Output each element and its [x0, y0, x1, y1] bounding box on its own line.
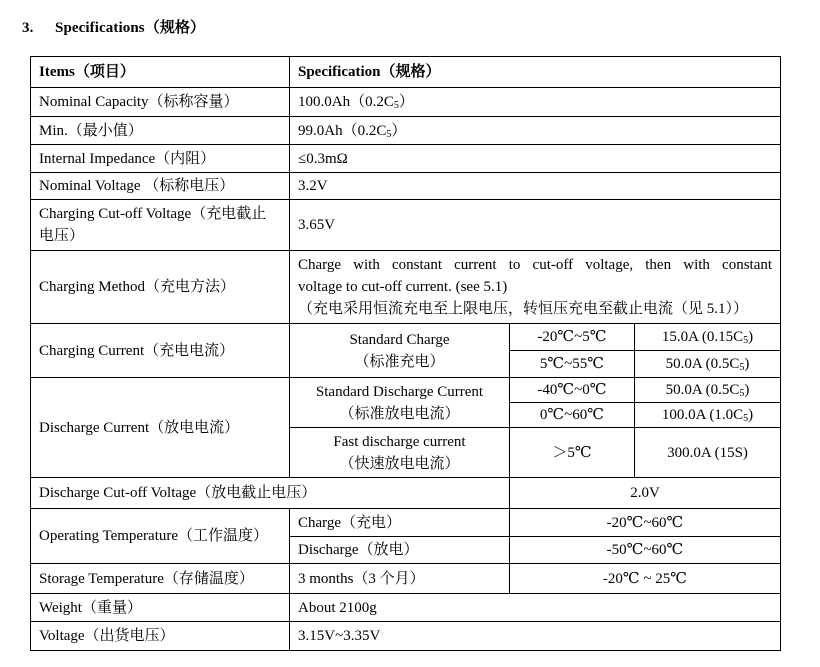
discharge-current-label: Discharge Current（放电电流） [31, 378, 290, 478]
standard-discharge-mode: Standard Discharge Current （标准放电电流） [290, 378, 510, 428]
operating-discharge-value: -50℃~60℃ [510, 537, 781, 564]
storage-temperature-label: Storage Temperature（存储温度） [31, 564, 290, 594]
internal-impedance-value: ≤0.3mΩ [290, 145, 781, 173]
nominal-voltage-value: 3.2V [290, 173, 781, 200]
charging-current-label: Charging Current（充电电流） [31, 324, 290, 378]
table-row [31, 594, 781, 622]
table-row [31, 324, 781, 351]
section-title: Specifications（规格） [55, 20, 206, 36]
operating-temperature-label: Operating Temperature（工作温度） [31, 509, 290, 564]
table-row [31, 564, 781, 594]
specification-table [30, 56, 781, 651]
charging-method-value: Charge with constant current to cut-off voltage, then with constant voltage to cut-off current. (see 5.1) （充电采用恒流充电至上限电压，转恒压充电至截止电流（见 5.1）） [290, 251, 781, 324]
table-header-row [31, 57, 781, 88]
charge-current-2: 50.0A $(0.5C_5)$ [635, 351, 781, 378]
nominal-capacity-label: Nominal Capacity（标称容量） [31, 88, 290, 117]
table-row [31, 378, 781, 403]
shipping-voltage-value: 3.15V~3.35V [290, 622, 781, 651]
discharge-current-1: 50.0A $(0.5C_5)$ [635, 378, 781, 403]
table-row [31, 173, 781, 200]
nominal-voltage-label: Nominal Voltage （标称电压） [31, 173, 290, 200]
fast-discharge-temp: ＞5℃ [510, 428, 635, 478]
table-row [31, 145, 781, 173]
nominal-capacity-value: $100.0Ah(0.2C_5)$ [290, 88, 781, 117]
min-capacity-value: $99.0Ah(0.2C_5)$ [290, 117, 781, 145]
discharge-temp-range-2: 0℃~60℃ [510, 403, 635, 428]
table-row [31, 251, 781, 324]
table-row [31, 509, 781, 537]
charging-cutoff-voltage-value: 3.65V [290, 200, 781, 251]
storage-period: 3 months（3 个月） [290, 564, 510, 594]
charging-cutoff-voltage-label: Charging Cut-off Voltage（充电截止 电压） [31, 200, 290, 251]
min-capacity-label: Min.（最小值） [31, 117, 290, 145]
operating-charge-label: Charge（充电） [290, 509, 510, 537]
charging-method-label: Charging Method（充电方法） [31, 251, 290, 324]
discharge-cutoff-voltage-label: Discharge Cut-off Voltage（放电截止电压） [31, 478, 510, 509]
discharge-temp-range-1: -40℃~0℃ [510, 378, 635, 403]
internal-impedance-label: Internal Impedance（内阻） [31, 145, 290, 173]
table-row [31, 200, 781, 251]
section-number: 3. [22, 20, 34, 36]
operating-charge-value: -20℃~60℃ [510, 509, 781, 537]
table-row [31, 88, 781, 117]
table-row [31, 478, 781, 509]
discharge-current-2: 100.0A $(1.0C_5)$ [635, 403, 781, 428]
table-row [31, 622, 781, 651]
standard-charge-mode: Standard Charge （标准充电） [290, 324, 510, 378]
charge-current-1: 15.0A $(0.15C_5)$ [635, 324, 781, 351]
table-row [31, 117, 781, 145]
items-header: Items（项目） [31, 57, 290, 88]
storage-temperature-value: -20℃ ~ 25℃ [510, 564, 781, 594]
specification-header: Specification（规格） [290, 57, 781, 88]
section-heading [22, 16, 205, 37]
shipping-voltage-label: Voltage（出货电压） [31, 622, 290, 651]
charge-temp-range-2: 5℃~55℃ [510, 351, 635, 378]
weight-value: About 2100g [290, 594, 781, 622]
fast-discharge-current: 300.0A (15S) [635, 428, 781, 478]
charge-temp-range-1: -20℃~5℃ [510, 324, 635, 351]
weight-label: Weight（重量） [31, 594, 290, 622]
operating-discharge-label: Discharge（放电） [290, 537, 510, 564]
discharge-cutoff-voltage-value: 2.0V [510, 478, 781, 509]
fast-discharge-mode: Fast discharge current （快速放电电流） [290, 428, 510, 478]
